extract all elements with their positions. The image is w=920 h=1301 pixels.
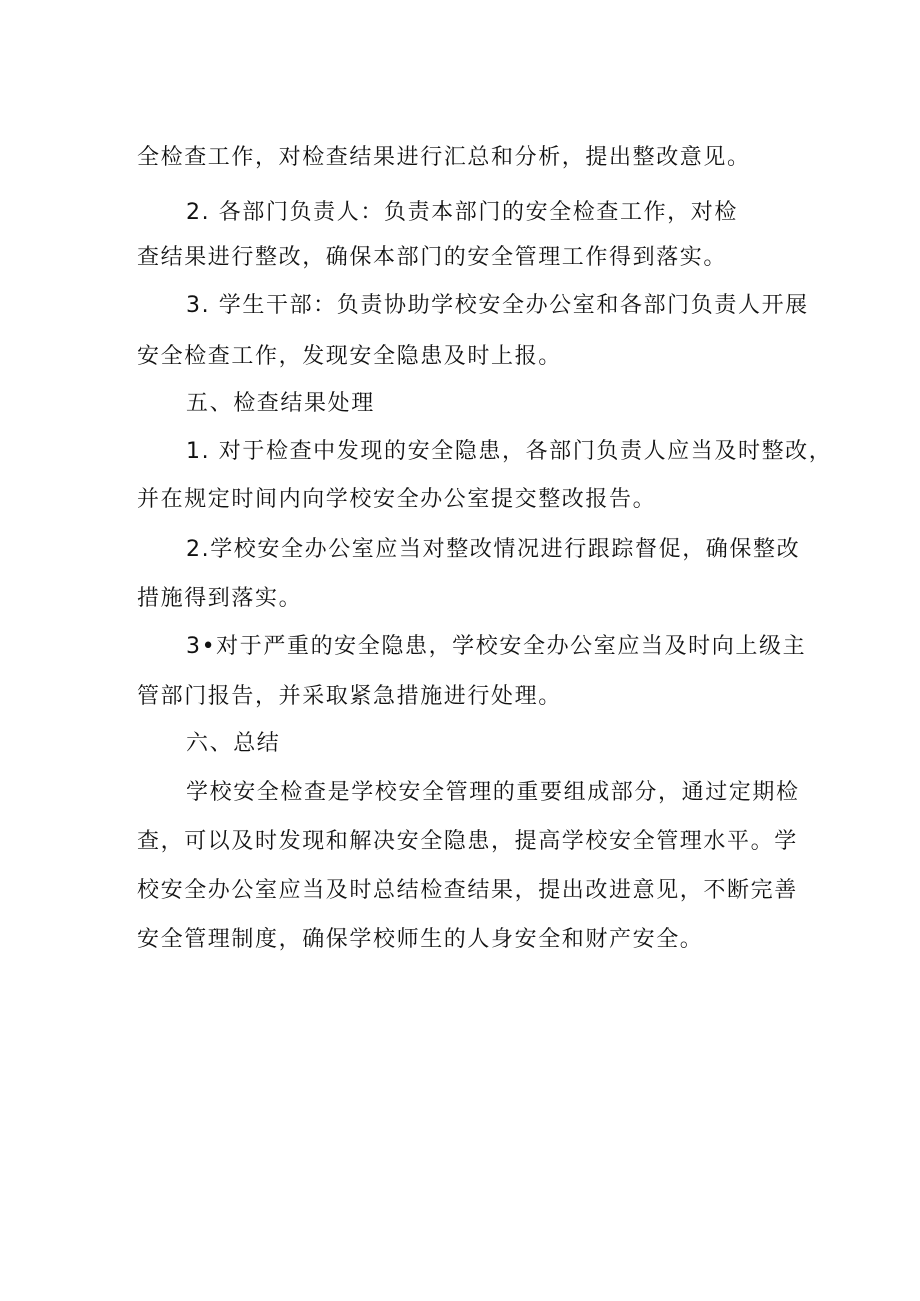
list-item-line: 1. 对于检查中发现的安全隐患，各部门负责人应当及时整改， <box>186 439 833 464</box>
text-line: 校安全办公室应当及时总结检查结果，提出改进意见，不断完善 <box>137 878 798 903</box>
text-line: 安全检查工作，发现安全隐患及时上报。 <box>137 344 562 369</box>
list-item-line: 3. 学生干部：负责协助学校安全办公室和各部门负责人开展 <box>186 293 809 318</box>
text-line: 查，可以及时发现和解决安全隐患，提高学校安全管理水平。学 <box>137 829 798 854</box>
text-line: 措施得到落实。 <box>137 586 303 611</box>
list-item-line: 3•对于严重的安全隐患，学校安全办公室应当及时向上级主 <box>186 634 807 659</box>
list-item-line: 2.学校安全办公室应当对整改情况进行跟踪督促，确保整改 <box>186 537 801 562</box>
text-line: 管部门报告，并采取紧急措施进行处理。 <box>137 684 562 709</box>
section-heading: 五、检查结果处理 <box>186 391 375 416</box>
paragraph-line: 学校安全检查是学校安全管理的重要组成部分，通过定期检 <box>186 780 800 805</box>
text-line: 并在规定时间内向学校安全办公室提交整改报告。 <box>137 487 657 512</box>
list-item-line: 2. 各部门负责人：负责本部门的安全检查工作，对检 <box>186 200 738 225</box>
text-line: 全检查工作，对检查结果进行汇总和分析，提出整改意见。 <box>137 145 751 170</box>
section-heading: 六、总结 <box>186 731 281 756</box>
text-line: 安全管理制度，确保学校师生的人身安全和财产安全。 <box>137 927 704 952</box>
text-line: 查结果进行整改，确保本部门的安全管理工作得到落实。 <box>137 245 728 270</box>
